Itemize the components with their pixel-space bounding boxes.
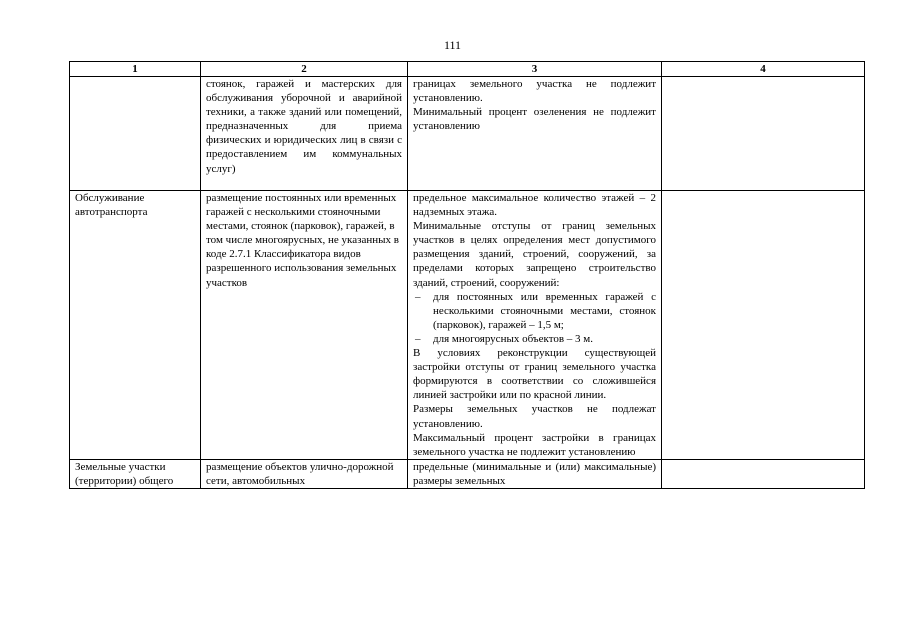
row2-col4 <box>662 191 865 460</box>
row2-col3-p2: Минимальные отступы от границ земельных участков в целях определения мест допустимого размещения зданий, строений, сооружений, за пределами которых запрещено строительство зданий, строений, сооружений: <box>413 220 656 289</box>
row2-col3-list <box>413 290 656 346</box>
row2-col1: Обслуживание автотранспорта <box>70 191 201 460</box>
row1-col3-p2: Минимальный процент озеленения не подлежит установлению <box>413 106 656 133</box>
row2-col3-p5: Максимальный процент застройки в границах земельного участка не подлежит установлению <box>413 431 656 458</box>
row3-col1: Земельные участки (территории) общего <box>70 459 201 488</box>
row2-col3-p4: Размеры земельных участков не подлежат установлению. <box>413 403 656 430</box>
row1-col2: стоянок, гаражей и мастерских для обслуживания уборочной и аварийной техники, а также зданий или помещений, предназначенных для приема физических и юридических лиц в связи с предоставлением им коммунальных услуг) <box>201 77 408 191</box>
row2-col2: размещение постоянных или временных гаражей с несколькими стояночными местами, стоянок (парковок), гаражей, в том числе многоярусных, не указанных в коде 2.7.1 Классификатора видов разрешенного использования земельных участков <box>201 191 408 460</box>
header-col-4: 4 <box>662 62 865 77</box>
header-col-2: 2 <box>201 62 408 77</box>
page-number: 111 <box>443 38 462 52</box>
header-col-1: 1 <box>70 62 201 77</box>
row3-col3-p1: предельные (минимальные и (или) максимальные) размеры земельных <box>413 460 656 487</box>
row2-col3 <box>408 191 662 460</box>
list-item: – для многоярусных объектов – 3 м. <box>413 332 656 346</box>
regulations-table <box>69 61 865 489</box>
row2-col3-p3: В условиях реконструкции существующей застройки отступы от границ земельного участка формируются в соответствии со сложившейся линией застройки или по красной линии. <box>413 347 656 402</box>
row3-col3 <box>408 459 662 488</box>
list-item: – для постоянных или временных гаражей с несколькими стояночными местами, стоянок (парковок), гаражей – 1,5 м; <box>413 290 656 332</box>
row1-col3 <box>408 77 662 191</box>
table-row <box>70 191 865 460</box>
row3-col4 <box>662 459 865 488</box>
header-row <box>70 62 865 77</box>
row3-col2: размещение объектов улично-дорожной сети, автомобильных <box>201 459 408 488</box>
header-col-3: 3 <box>408 62 662 77</box>
row1-col4 <box>662 77 865 191</box>
row1-col1 <box>70 77 201 191</box>
row1-col3-p1: границах земельного участка не подлежит установлению. <box>413 78 656 105</box>
table-row <box>70 77 865 191</box>
table-row <box>70 459 865 488</box>
row2-col3-p1: предельное максимальное количество этажей – 2 надземных этажа. <box>413 192 656 219</box>
